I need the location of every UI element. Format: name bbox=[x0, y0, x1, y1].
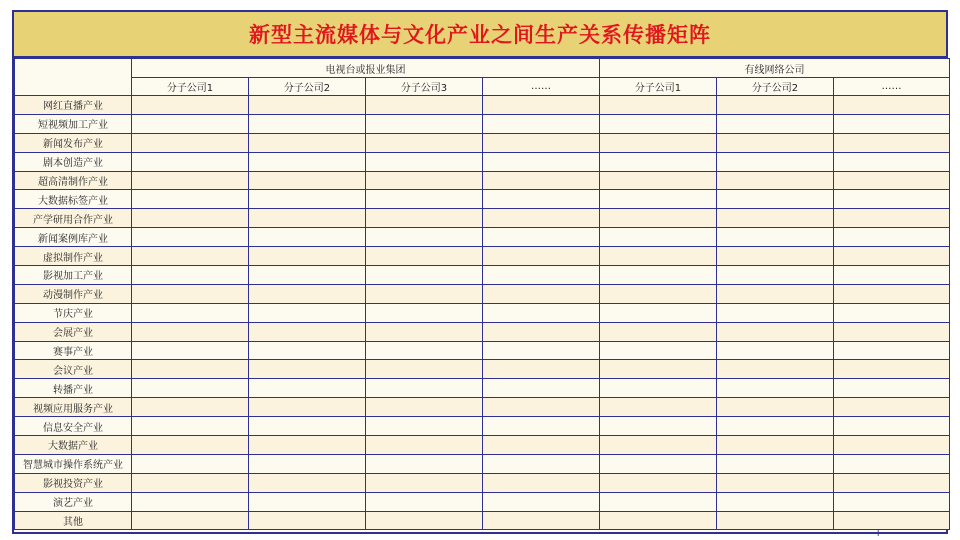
industry-label: 影视加工产业 bbox=[15, 266, 132, 285]
subsidiary-header: 分子公司1 bbox=[132, 78, 249, 96]
matrix-cell[interactable] bbox=[717, 133, 834, 152]
matrix-cell[interactable] bbox=[717, 341, 834, 360]
matrix-cell[interactable] bbox=[366, 247, 483, 266]
matrix-cell[interactable] bbox=[717, 511, 834, 530]
group-header-tv: 电视台或报业集团 bbox=[132, 59, 600, 78]
matrix-cell[interactable] bbox=[834, 473, 950, 492]
matrix-cell[interactable] bbox=[249, 360, 366, 379]
matrix-cell[interactable] bbox=[249, 284, 366, 303]
matrix-cell[interactable] bbox=[717, 492, 834, 511]
matrix-cell[interactable] bbox=[834, 492, 950, 511]
matrix-cell[interactable] bbox=[717, 266, 834, 285]
matrix-cell[interactable] bbox=[483, 96, 600, 115]
matrix-row bbox=[15, 303, 950, 322]
matrix-cell[interactable] bbox=[600, 341, 717, 360]
matrix-cell[interactable] bbox=[834, 303, 950, 322]
matrix-row bbox=[15, 247, 950, 266]
industry-label: 大数据产业 bbox=[15, 436, 132, 455]
matrix-cell[interactable] bbox=[249, 379, 366, 398]
matrix-cell[interactable] bbox=[717, 379, 834, 398]
matrix-cell[interactable] bbox=[600, 379, 717, 398]
matrix-row bbox=[15, 266, 950, 285]
industry-label: 新闻案例库产业 bbox=[15, 228, 132, 247]
matrix-cell[interactable] bbox=[834, 133, 950, 152]
matrix-cell[interactable] bbox=[249, 511, 366, 530]
matrix-cell[interactable] bbox=[132, 341, 249, 360]
matrix-cell[interactable] bbox=[483, 209, 600, 228]
matrix-cell[interactable] bbox=[717, 322, 834, 341]
matrix-cell[interactable] bbox=[249, 322, 366, 341]
matrix-cell[interactable] bbox=[834, 341, 950, 360]
industry-label: 网红直播产业 bbox=[15, 96, 132, 115]
matrix-cell[interactable] bbox=[600, 511, 717, 530]
matrix-cell[interactable] bbox=[132, 473, 249, 492]
matrix-cell[interactable] bbox=[600, 247, 717, 266]
matrix-cell[interactable] bbox=[249, 341, 366, 360]
matrix-row bbox=[15, 398, 950, 417]
matrix-cell[interactable] bbox=[717, 454, 834, 473]
matrix-cell[interactable] bbox=[483, 492, 600, 511]
matrix-cell[interactable] bbox=[834, 454, 950, 473]
matrix-cell[interactable] bbox=[249, 398, 366, 417]
industry-label: 动漫制作产业 bbox=[15, 284, 132, 303]
matrix-cell[interactable] bbox=[366, 341, 483, 360]
subsidiary-header: 分子公司2 bbox=[717, 78, 834, 96]
matrix-cell[interactable] bbox=[717, 96, 834, 115]
matrix-cell[interactable] bbox=[717, 436, 834, 455]
matrix-cell[interactable] bbox=[366, 303, 483, 322]
matrix-cell[interactable] bbox=[366, 454, 483, 473]
matrix-cell[interactable] bbox=[366, 266, 483, 285]
matrix-cell[interactable] bbox=[132, 228, 249, 247]
matrix-cell[interactable] bbox=[600, 152, 717, 171]
matrix-cell[interactable] bbox=[834, 171, 950, 190]
matrix-title: 新型主流媒体与文化产业之间生产关系传播矩阵 bbox=[14, 12, 946, 58]
subsidiary-header-row bbox=[15, 78, 950, 96]
matrix-cell[interactable] bbox=[132, 190, 249, 209]
matrix-cell[interactable] bbox=[132, 322, 249, 341]
matrix-cell[interactable] bbox=[600, 303, 717, 322]
matrix-row bbox=[15, 133, 950, 152]
matrix-cell[interactable] bbox=[366, 360, 483, 379]
matrix-cell[interactable] bbox=[600, 398, 717, 417]
matrix-cell[interactable] bbox=[366, 417, 483, 436]
industry-label: 新闻发布产业 bbox=[15, 133, 132, 152]
industry-label: 剧本创造产业 bbox=[15, 152, 132, 171]
matrix-cell[interactable] bbox=[717, 114, 834, 133]
industry-label: 视频应用服务产业 bbox=[15, 398, 132, 417]
matrix-cell[interactable] bbox=[132, 379, 249, 398]
matrix-row bbox=[15, 360, 950, 379]
matrix-cell[interactable] bbox=[132, 114, 249, 133]
matrix-cell[interactable] bbox=[132, 492, 249, 511]
matrix-cell[interactable] bbox=[249, 266, 366, 285]
matrix-cell[interactable] bbox=[834, 436, 950, 455]
matrix-row bbox=[15, 114, 950, 133]
matrix-cell[interactable] bbox=[483, 454, 600, 473]
matrix-cell[interactable] bbox=[249, 247, 366, 266]
matrix-cell[interactable] bbox=[600, 133, 717, 152]
matrix-cell[interactable] bbox=[483, 417, 600, 436]
matrix-row bbox=[15, 228, 950, 247]
matrix-cell[interactable] bbox=[366, 133, 483, 152]
matrix-cell[interactable] bbox=[483, 152, 600, 171]
industry-label: 超高清制作产业 bbox=[15, 171, 132, 190]
matrix-cell[interactable] bbox=[366, 322, 483, 341]
matrix-row bbox=[15, 190, 950, 209]
group-header-cable: 有线网络公司 bbox=[600, 59, 950, 78]
subsidiary-header: 分子公司2 bbox=[249, 78, 366, 96]
industry-label: 会展产业 bbox=[15, 322, 132, 341]
matrix-cell[interactable] bbox=[366, 398, 483, 417]
matrix-row bbox=[15, 171, 950, 190]
matrix-cell[interactable] bbox=[132, 209, 249, 228]
matrix-cell[interactable] bbox=[600, 473, 717, 492]
matrix-cell[interactable] bbox=[366, 152, 483, 171]
industry-label: 智慧城市操作系统产业 bbox=[15, 454, 132, 473]
matrix-cell[interactable] bbox=[483, 398, 600, 417]
matrix-cell[interactable] bbox=[132, 266, 249, 285]
matrix-cell[interactable] bbox=[483, 114, 600, 133]
subsidiary-header: …… bbox=[834, 78, 950, 96]
matrix-cell[interactable] bbox=[717, 171, 834, 190]
matrix-cell[interactable] bbox=[717, 190, 834, 209]
industry-label: 信息安全产业 bbox=[15, 417, 132, 436]
matrix-cell[interactable] bbox=[717, 303, 834, 322]
matrix-cell[interactable] bbox=[834, 379, 950, 398]
matrix-cell[interactable] bbox=[132, 303, 249, 322]
matrix-cell[interactable] bbox=[834, 284, 950, 303]
matrix-cell[interactable] bbox=[249, 96, 366, 115]
matrix-cell[interactable] bbox=[600, 96, 717, 115]
matrix-cell[interactable] bbox=[600, 360, 717, 379]
matrix-cell[interactable] bbox=[249, 492, 366, 511]
matrix-cell[interactable] bbox=[834, 511, 950, 530]
industry-label: 赛事产业 bbox=[15, 341, 132, 360]
matrix-cell[interactable] bbox=[717, 209, 834, 228]
matrix-cell[interactable] bbox=[249, 209, 366, 228]
corner-marker-icon: + bbox=[874, 528, 883, 539]
matrix-row bbox=[15, 454, 950, 473]
matrix-cell[interactable] bbox=[483, 436, 600, 455]
matrix-table bbox=[14, 58, 950, 530]
matrix-cell[interactable] bbox=[600, 417, 717, 436]
matrix-row bbox=[15, 417, 950, 436]
matrix-cell[interactable] bbox=[834, 190, 950, 209]
matrix-cell[interactable] bbox=[834, 152, 950, 171]
matrix-row bbox=[15, 341, 950, 360]
industry-label: 转播产业 bbox=[15, 379, 132, 398]
matrix-row bbox=[15, 379, 950, 398]
matrix-cell[interactable] bbox=[132, 360, 249, 379]
matrix-cell[interactable] bbox=[132, 454, 249, 473]
matrix-cell[interactable] bbox=[366, 379, 483, 398]
matrix-cell[interactable] bbox=[483, 247, 600, 266]
matrix-cell[interactable] bbox=[132, 96, 249, 115]
matrix-cell[interactable] bbox=[483, 303, 600, 322]
industry-label: 影视投资产业 bbox=[15, 473, 132, 492]
corner-cell bbox=[15, 59, 132, 96]
industry-label: 会议产业 bbox=[15, 360, 132, 379]
matrix-row bbox=[15, 152, 950, 171]
subsidiary-header: 分子公司3 bbox=[366, 78, 483, 96]
industry-label: 虚拟制作产业 bbox=[15, 247, 132, 266]
matrix-row bbox=[15, 436, 950, 455]
matrix-cell[interactable] bbox=[834, 417, 950, 436]
matrix-row bbox=[15, 284, 950, 303]
matrix-cell[interactable] bbox=[483, 379, 600, 398]
matrix-cell[interactable] bbox=[717, 152, 834, 171]
matrix-row bbox=[15, 511, 950, 530]
matrix-cell[interactable] bbox=[600, 436, 717, 455]
matrix-cell[interactable] bbox=[717, 228, 834, 247]
matrix-cell[interactable] bbox=[366, 228, 483, 247]
matrix-cell[interactable] bbox=[132, 247, 249, 266]
group-header-row bbox=[15, 59, 950, 78]
matrix-row bbox=[15, 322, 950, 341]
matrix-row bbox=[15, 473, 950, 492]
matrix-row bbox=[15, 492, 950, 511]
industry-label: 大数据标签产业 bbox=[15, 190, 132, 209]
matrix-cell[interactable] bbox=[483, 511, 600, 530]
matrix-cell[interactable] bbox=[834, 322, 950, 341]
matrix-cell[interactable] bbox=[483, 133, 600, 152]
matrix-cell[interactable] bbox=[249, 190, 366, 209]
matrix-cell[interactable] bbox=[834, 398, 950, 417]
matrix-cell[interactable] bbox=[366, 473, 483, 492]
matrix-cell[interactable] bbox=[834, 209, 950, 228]
matrix-cell[interactable] bbox=[717, 417, 834, 436]
industry-label: 节庆产业 bbox=[15, 303, 132, 322]
matrix-cell[interactable] bbox=[834, 96, 950, 115]
matrix-cell[interactable] bbox=[249, 228, 366, 247]
matrix-cell[interactable] bbox=[483, 360, 600, 379]
matrix-cell[interactable] bbox=[483, 284, 600, 303]
matrix-cell[interactable] bbox=[249, 171, 366, 190]
matrix-cell[interactable] bbox=[483, 341, 600, 360]
matrix-cell[interactable] bbox=[132, 398, 249, 417]
matrix-cell[interactable] bbox=[249, 114, 366, 133]
matrix-cell[interactable] bbox=[483, 171, 600, 190]
matrix-cell[interactable] bbox=[717, 284, 834, 303]
matrix-cell[interactable] bbox=[366, 492, 483, 511]
matrix-cell[interactable] bbox=[132, 133, 249, 152]
matrix-cell[interactable] bbox=[600, 228, 717, 247]
subsidiary-header: 分子公司1 bbox=[600, 78, 717, 96]
matrix-cell[interactable] bbox=[834, 360, 950, 379]
matrix-cell[interactable] bbox=[132, 171, 249, 190]
matrix-cell[interactable] bbox=[600, 322, 717, 341]
matrix-cell[interactable] bbox=[249, 454, 366, 473]
matrix-cell[interactable] bbox=[834, 114, 950, 133]
matrix-cell[interactable] bbox=[483, 190, 600, 209]
industry-label: 其他 bbox=[15, 511, 132, 530]
matrix-cell[interactable] bbox=[834, 247, 950, 266]
matrix-cell[interactable] bbox=[366, 209, 483, 228]
matrix-cell[interactable] bbox=[366, 436, 483, 455]
matrix-cell[interactable] bbox=[366, 284, 483, 303]
industry-label: 产学研用合作产业 bbox=[15, 209, 132, 228]
matrix-cell[interactable] bbox=[483, 473, 600, 492]
matrix-row bbox=[15, 96, 950, 115]
matrix-row bbox=[15, 209, 950, 228]
matrix-cell[interactable] bbox=[249, 417, 366, 436]
matrix-cell[interactable] bbox=[366, 171, 483, 190]
matrix-cell[interactable] bbox=[717, 247, 834, 266]
matrix-cell[interactable] bbox=[249, 473, 366, 492]
industry-label: 演艺产业 bbox=[15, 492, 132, 511]
matrix-cell[interactable] bbox=[249, 133, 366, 152]
matrix-cell[interactable] bbox=[366, 190, 483, 209]
matrix-cell[interactable] bbox=[249, 303, 366, 322]
matrix-cell[interactable] bbox=[600, 209, 717, 228]
matrix-cell[interactable] bbox=[600, 190, 717, 209]
matrix-cell[interactable] bbox=[600, 266, 717, 285]
matrix-cell[interactable] bbox=[834, 266, 950, 285]
matrix-cell[interactable] bbox=[249, 436, 366, 455]
matrix-cell[interactable] bbox=[600, 454, 717, 473]
matrix-table-frame bbox=[12, 10, 948, 534]
matrix-cell[interactable] bbox=[132, 436, 249, 455]
matrix-cell[interactable] bbox=[834, 228, 950, 247]
matrix-cell[interactable] bbox=[366, 114, 483, 133]
industry-label: 短视频加工产业 bbox=[15, 114, 132, 133]
matrix-cell[interactable] bbox=[132, 284, 249, 303]
matrix-cell[interactable] bbox=[483, 266, 600, 285]
matrix-cell[interactable] bbox=[600, 171, 717, 190]
matrix-cell[interactable] bbox=[717, 360, 834, 379]
matrix-cell[interactable] bbox=[600, 114, 717, 133]
matrix-cell[interactable] bbox=[483, 322, 600, 341]
matrix-cell[interactable] bbox=[717, 398, 834, 417]
matrix-cell[interactable] bbox=[249, 152, 366, 171]
matrix-cell[interactable] bbox=[600, 284, 717, 303]
matrix-cell[interactable] bbox=[366, 511, 483, 530]
matrix-cell[interactable] bbox=[132, 511, 249, 530]
matrix-cell[interactable] bbox=[600, 492, 717, 511]
matrix-cell[interactable] bbox=[366, 96, 483, 115]
matrix-cell[interactable] bbox=[132, 417, 249, 436]
matrix-cell[interactable] bbox=[717, 473, 834, 492]
subsidiary-header: …… bbox=[483, 78, 600, 96]
matrix-cell[interactable] bbox=[483, 228, 600, 247]
matrix-cell[interactable] bbox=[132, 152, 249, 171]
